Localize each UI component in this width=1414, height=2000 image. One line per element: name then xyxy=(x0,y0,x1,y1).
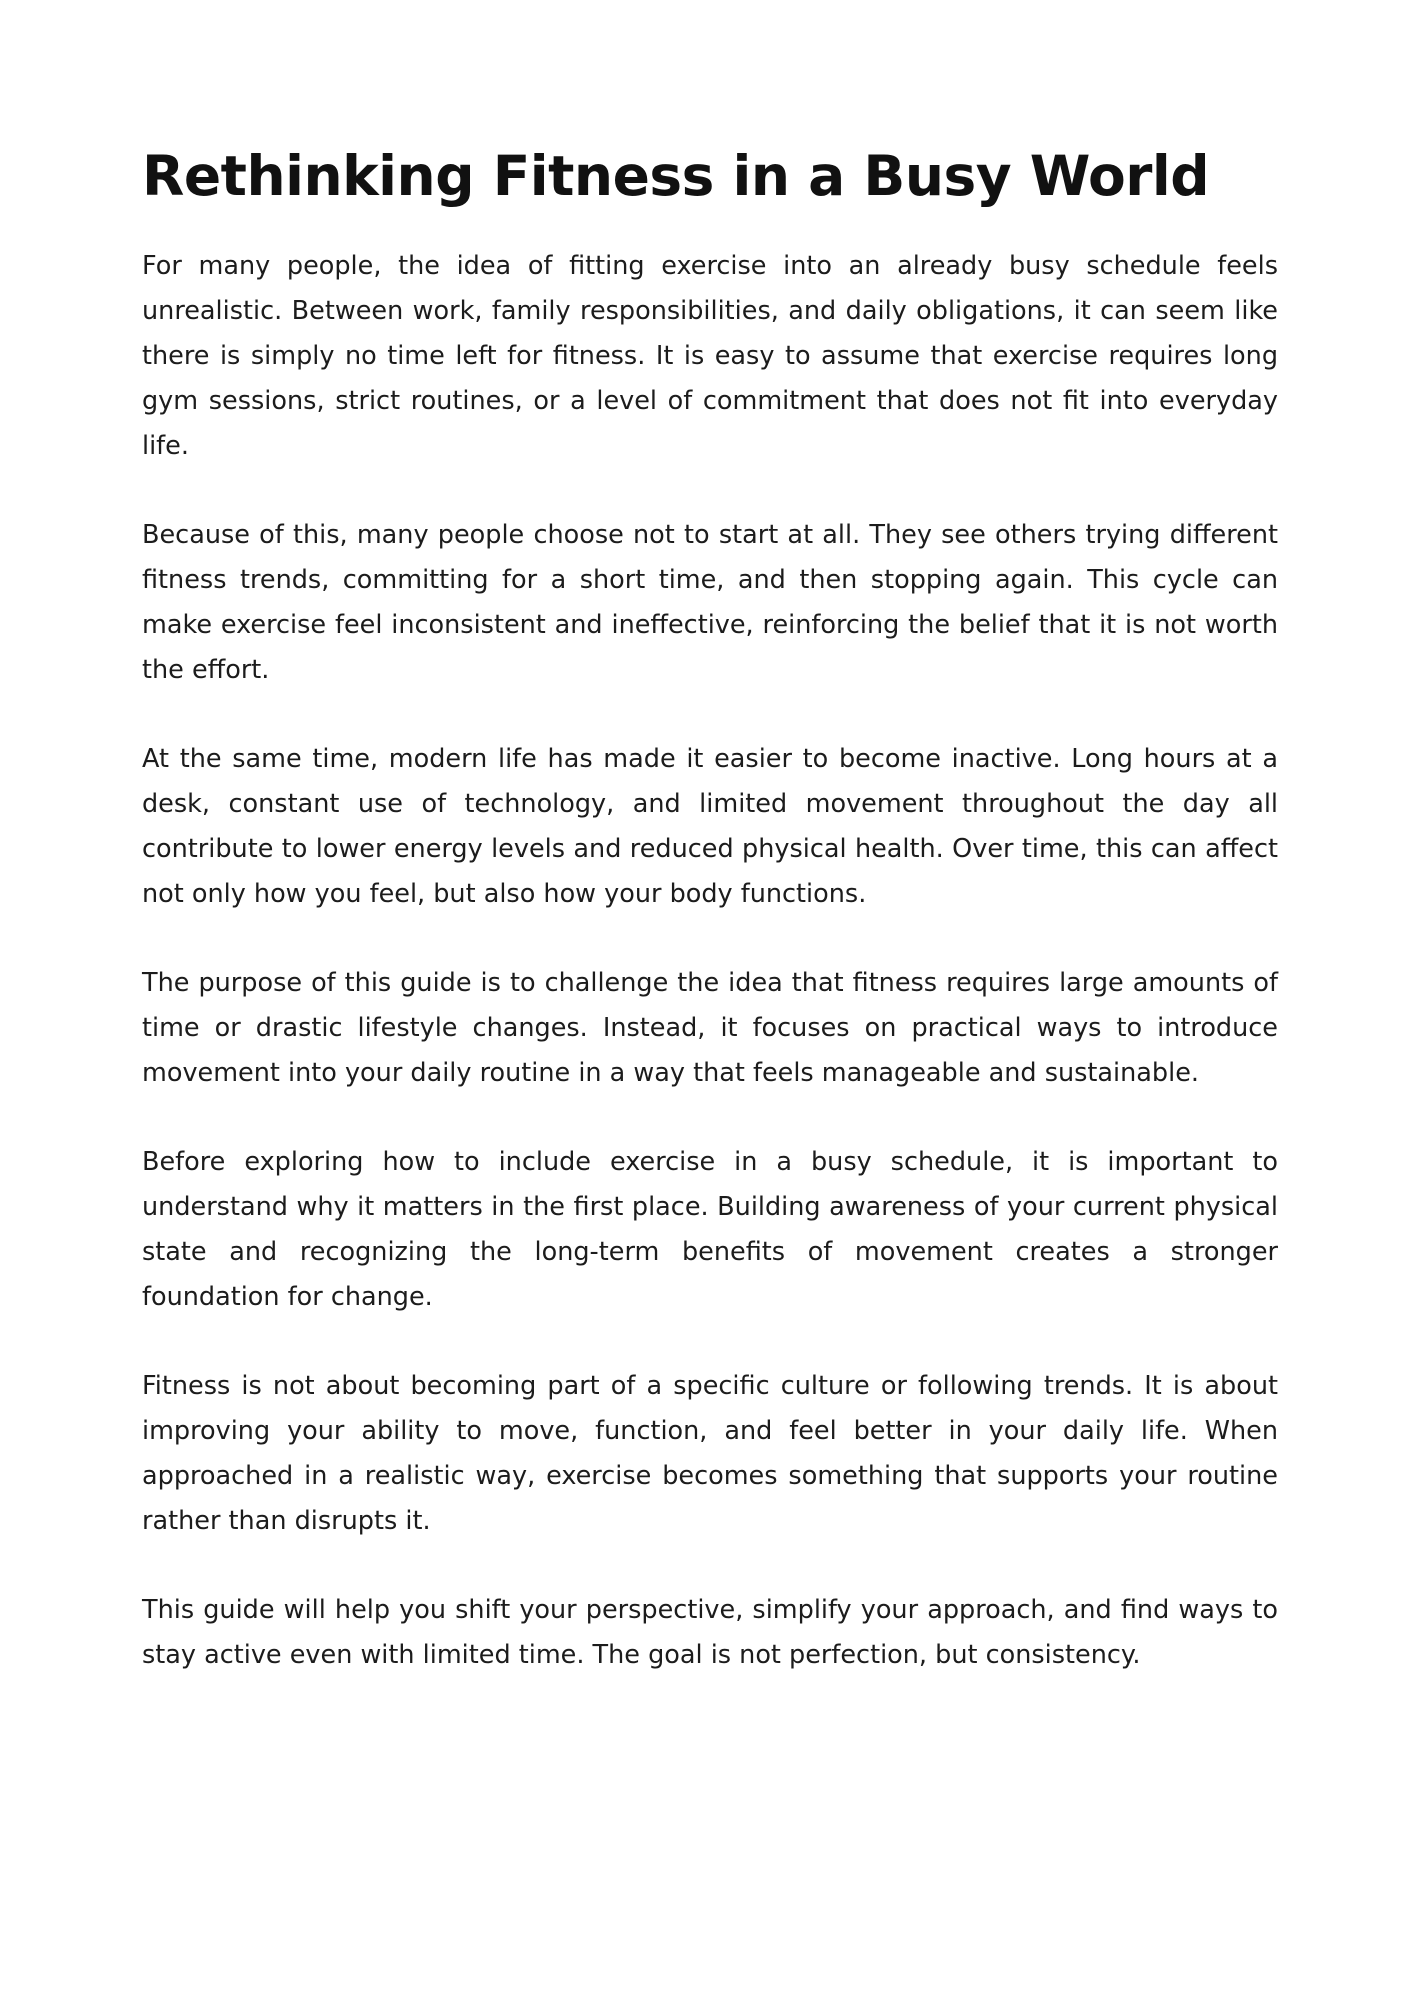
paragraph-2: Because of this, many people choose not to start at all. They see others trying different fitness trends, committing for a short time, and then stopping again. This cycle can make exercise feel inconsistent and ineffective, reinforcing the belief that it is not worth the effort. xyxy=(142,520,1278,685)
paragraph-6: Fitness is not about becoming part of a specific culture or following trends. It is about improving your ability to move, function, and feel better in your daily life. When approached in a realistic way, exercise becomes something that supports your routine rather than disrupts it. xyxy=(142,1371,1278,1536)
document-page xyxy=(142,138,1278,1722)
paragraph-4: The purpose of this guide is to challenge the idea that fitness requires large amounts of time or drastic lifestyle changes. Instead, it focuses on practical ways to introduce movement into your daily routine in a way that feels manageable and sustainable. xyxy=(142,968,1278,1088)
paragraph-7: This guide will help you shift your perspective, simplify your approach, and find ways to stay active even with limited time. The goal is not perfection, but consistency. xyxy=(142,1595,1278,1670)
paragraph-1: For many people, the idea of fitting exercise into an already busy schedule feels unrealistic. Between work, family responsibilities, and daily obligations, it can seem like there is simply no time left for fitness. It is easy to assume that exercise requires long gym sessions, strict routines, or a level of commitment that does not fit into everyday life. xyxy=(142,251,1278,461)
page-title: Rethinking Fitness in a Busy World xyxy=(142,144,1210,208)
paragraph-3: At the same time, modern life has made it easier to become inactive. Long hours at a desk, constant use of technology, and limited movement throughout the day all contribute to lower energy levels and reduced physical health. Over time, this can affect not only how you feel, but also how your body functions. xyxy=(142,744,1278,909)
paragraph-5: Before exploring how to include exercise in a busy schedule, it is important to understand why it matters in the first place. Building awareness of your current physical state and recognizing the long-term benefits of movement creates a stronger foundation for change. xyxy=(142,1147,1278,1312)
